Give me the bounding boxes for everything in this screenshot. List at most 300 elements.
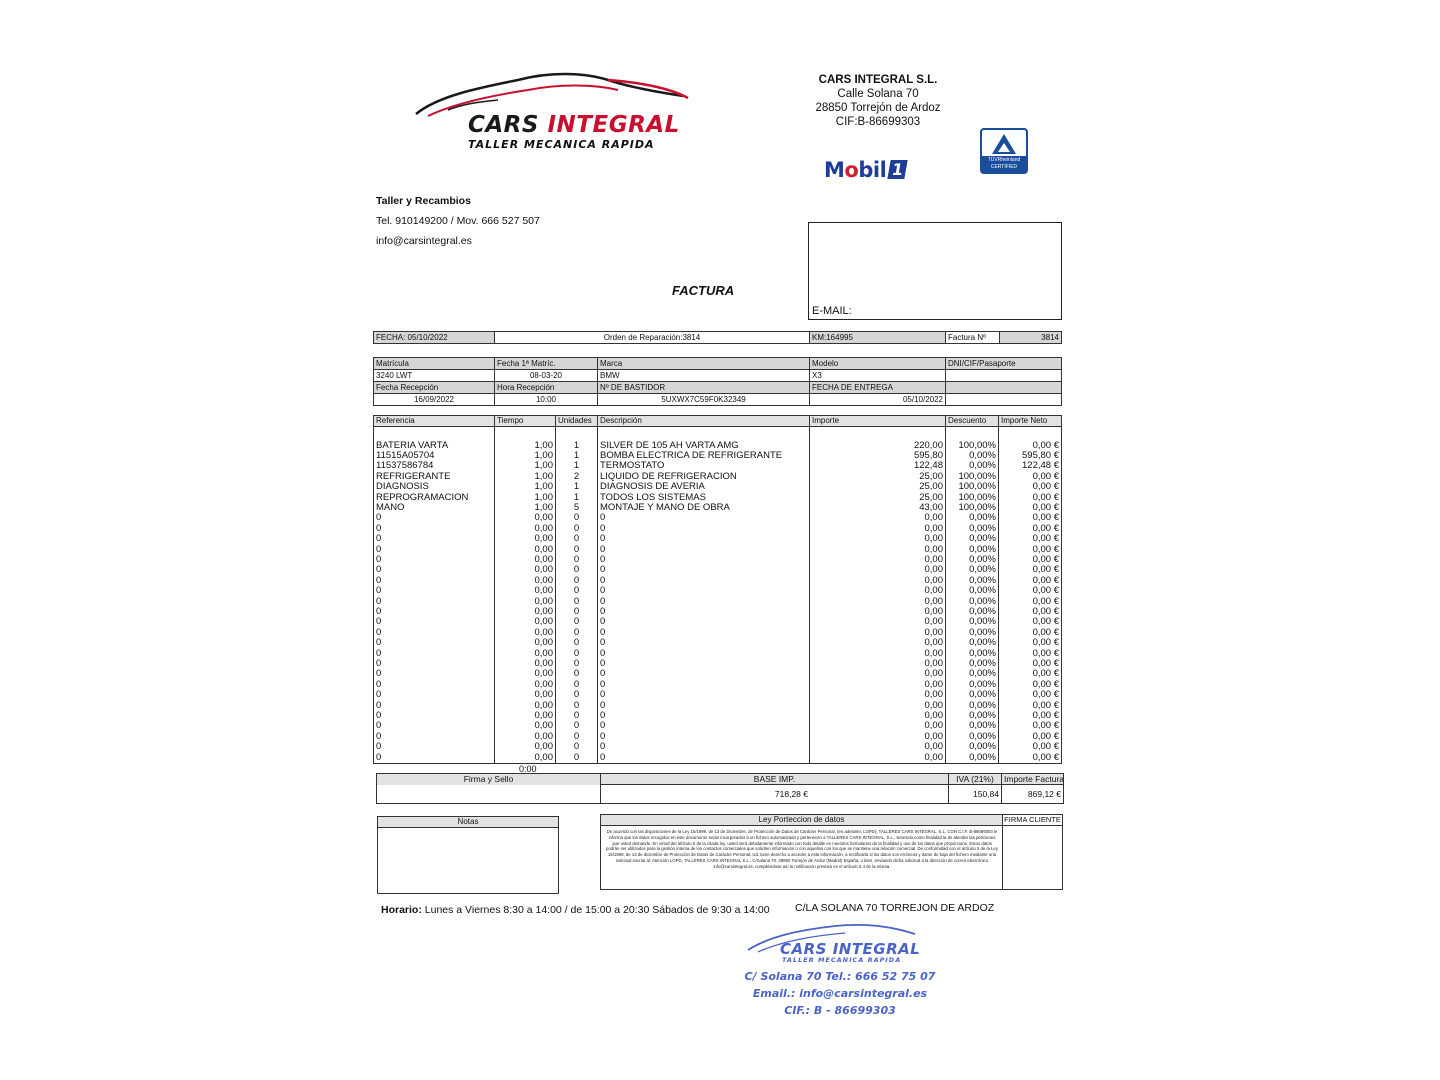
item-reference: MANO [374, 503, 495, 513]
item-description: 0 [598, 680, 810, 690]
table-row [374, 513, 1062, 523]
item-net: 0,00 € [999, 659, 1062, 669]
item-units: 0 [556, 680, 598, 690]
item-discount: 0,00% [946, 534, 999, 544]
invoice-number-label: Factura Nº [946, 332, 1000, 344]
item-net: 0,00 € [999, 721, 1062, 731]
vin-label: Nº DE BASTIDOR [598, 382, 810, 394]
item-time: 1,00 [495, 503, 556, 513]
item-discount: 100,00% [946, 482, 999, 492]
spacer-row [374, 427, 1062, 441]
item-reference: DIAGNOSIS [374, 482, 495, 492]
invoice-number: 3814 [1000, 332, 1062, 344]
invoice-total-value: 869,12 € [1002, 785, 1064, 804]
logo-title: CARS INTEGRAL [468, 112, 680, 138]
invoice-total-label: Importe Factura [1002, 774, 1064, 785]
item-amount: 0,00 [810, 711, 946, 721]
item-amount: 0,00 [810, 742, 946, 752]
item-reference: 0 [374, 669, 495, 679]
item-net: 0,00 € [999, 493, 1062, 503]
table-row [374, 472, 1062, 482]
item-units: 0 [556, 534, 598, 544]
table-row [374, 555, 1062, 565]
totals-table [376, 773, 1064, 804]
item-discount: 0,00% [946, 711, 999, 721]
workshop-contact [376, 191, 540, 251]
workshop-email: info@carsintegral.es [376, 235, 472, 247]
table-row [374, 732, 1062, 742]
item-time: 0,00 [495, 669, 556, 679]
notes-label: Notas [378, 817, 558, 828]
item-discount: 0,00% [946, 628, 999, 638]
item-units: 0 [556, 732, 598, 742]
item-net: 0,00 € [999, 628, 1062, 638]
item-amount: 0,00 [810, 721, 946, 731]
item-discount: 100,00% [946, 441, 999, 451]
item-reference: 0 [374, 701, 495, 711]
item-net: 0,00 € [999, 711, 1062, 721]
item-units: 0 [556, 690, 598, 700]
item-units: 0 [556, 659, 598, 669]
company-stamp [740, 918, 940, 1020]
item-reference: 0 [374, 545, 495, 555]
table-row [374, 534, 1062, 544]
item-discount: 0,00% [946, 721, 999, 731]
item-units: 0 [556, 628, 598, 638]
data-protection-text: De acuerdo con las disposiciones de la Ley 15/1999, de 13 de Diciembre, de Protección de Datos de Carácter Personal, (en adelante, LOPD), TALLERES CARS INTEGRAL, S.L. CON C.I.F. B-86699303 le informa que los datos recogidos en este documento serán incorporados a un fichero automatizado y pertenecen a TALLERES CARS INTEGRAL, S.L., teniendo como finalidad la de atender las peticiones que usted demande. En virtud del artículo 5 de la citada ley, usted será debidamente informado con todo detalle en nuestros formularios de la finalidad y uso de los datos que proporcione. Estos datos podrán ser utilizados para la gestión interna de los contactos comerciales que soliciten información o con aquellos con los que se mantiene una relación comercial. De conformidad con el artículo 5 de la Ley 15/1999, de 13 de diciembre de Protección de Datos de Carácter Personal, Ud. tiene derecho a acceder a esta información, a rectificarla si los datos son erróneos y darse de baja del fichero mediante una solicitud escrita al: Atención LOPD, TALLERES CARS INTEGRAL S.L., C/Solana 70, 28850 Torrejón de Ardoz (Madrid) España, o bien, enviando dicha solicitud a la dirección de correo electrónico info@carsintegral.es, cumpliéndose así la notificación prevista en el artículo 5.4 de la misma. [606, 829, 998, 869]
item-description: TODOS LOS SISTEMAS [598, 493, 810, 503]
table-row [374, 607, 1062, 617]
table-row [374, 680, 1062, 690]
tax-base-value: 718,28 € [601, 785, 949, 804]
item-units: 0 [556, 555, 598, 565]
table-row [374, 565, 1062, 575]
redacted-value [946, 394, 1062, 406]
item-discount: 0,00% [946, 555, 999, 565]
item-net: 0,00 € [999, 441, 1062, 451]
item-amount: 0,00 [810, 659, 946, 669]
opening-hours: Horario: Lunes a Viernes 8:30 a 14:00 / de 15:00 a 20:30 Sábados de 9:30 a 14:00 [381, 904, 770, 916]
item-description: 0 [598, 638, 810, 648]
item-units: 0 [556, 617, 598, 627]
item-description: 0 [598, 534, 810, 544]
table-row [374, 451, 1062, 461]
item-time: 1,00 [495, 451, 556, 461]
item-reference: REFRIGERANTE [374, 472, 495, 482]
table-row [374, 753, 1062, 764]
customer-email-label: E-MAIL: [812, 305, 852, 317]
item-amount: 0,00 [810, 680, 946, 690]
total-time: 0:00 [519, 764, 537, 774]
item-amount: 0,00 [810, 628, 946, 638]
item-amount: 0,00 [810, 565, 946, 575]
item-net: 0,00 € [999, 555, 1062, 565]
item-discount: 0,00% [946, 669, 999, 679]
table-row [374, 441, 1062, 451]
item-description: 0 [598, 753, 810, 764]
item-net: 0,00 € [999, 732, 1062, 742]
item-reference: 0 [374, 753, 495, 764]
item-description: 0 [598, 555, 810, 565]
item-reference: 0 [374, 690, 495, 700]
id-value [946, 370, 1062, 382]
stamp-address-phone: C/ Solana 70 Tel.: 666 52 75 07 [744, 970, 936, 983]
reception-time-value: 10:00 [495, 394, 598, 406]
item-reference: 0 [374, 565, 495, 575]
col-header-description: Descripción [598, 416, 810, 427]
item-description: MONTAJE Y MANO DE OBRA [598, 503, 810, 513]
item-time: 0,00 [495, 576, 556, 586]
item-discount: 0,00% [946, 680, 999, 690]
item-time: 1,00 [495, 493, 556, 503]
item-amount: 0,00 [810, 576, 946, 586]
model-label: Modelo [810, 358, 946, 370]
item-description: 0 [598, 690, 810, 700]
brand-label: Marca [598, 358, 810, 370]
notes-box [377, 816, 559, 894]
item-reference: 0 [374, 586, 495, 596]
repair-order: Orden de Reparación:3814 [495, 332, 810, 344]
item-discount: 0,00% [946, 586, 999, 596]
company-logo [408, 66, 693, 156]
item-discount: 0,00% [946, 638, 999, 648]
item-net: 0,00 € [999, 472, 1062, 482]
stamp-email: Email.: info@carsintegral.es [752, 987, 928, 1000]
item-net: 0,00 € [999, 690, 1062, 700]
table-row [374, 524, 1062, 534]
item-units: 0 [556, 638, 598, 648]
item-units: 5 [556, 503, 598, 513]
stamp-cif: CIF.: B - 86699303 [784, 1004, 896, 1017]
table-row [374, 461, 1062, 471]
item-time: 0,00 [495, 753, 556, 764]
item-description: 0 [598, 721, 810, 731]
item-net: 0,00 € [999, 669, 1062, 679]
signature-stamp-area [377, 785, 601, 804]
item-discount: 0,00% [946, 659, 999, 669]
item-discount: 0,00% [946, 753, 999, 764]
item-description: 0 [598, 617, 810, 627]
item-units: 0 [556, 753, 598, 764]
item-units: 0 [556, 742, 598, 752]
item-units: 1 [556, 493, 598, 503]
item-description: 0 [598, 701, 810, 711]
vin-value: 5UXWX7C59F0K32349 [598, 394, 810, 406]
table-row [374, 482, 1062, 492]
item-description: BOMBA ELECTRICA DE REFRIGERANTE [598, 451, 810, 461]
item-description: 0 [598, 659, 810, 669]
item-net: 0,00 € [999, 513, 1062, 523]
item-description: 0 [598, 597, 810, 607]
table-row [374, 617, 1062, 627]
reception-date-value: 16/09/2022 [374, 394, 495, 406]
table-row [374, 545, 1062, 555]
plate-value: 3240 LWT [374, 370, 495, 382]
item-net: 0,00 € [999, 524, 1062, 534]
item-units: 1 [556, 441, 598, 451]
item-discount: 0,00% [946, 742, 999, 752]
item-reference: 11515A05704 [374, 451, 495, 461]
item-reference: 0 [374, 721, 495, 731]
logo-subtitle: TALLER MECANICA RAPIDA [468, 138, 655, 151]
item-net: 0,00 € [999, 607, 1062, 617]
model-value: X3 [810, 370, 946, 382]
table-row [374, 649, 1062, 659]
item-units: 1 [556, 461, 598, 471]
brand-value: BMW [598, 370, 810, 382]
table-row [374, 597, 1062, 607]
item-amount: 0,00 [810, 649, 946, 659]
item-amount: 0,00 [810, 617, 946, 627]
item-time: 0,00 [495, 617, 556, 627]
item-units: 0 [556, 649, 598, 659]
item-discount: 0,00% [946, 576, 999, 586]
table-row [374, 721, 1062, 731]
item-reference: 0 [374, 597, 495, 607]
table-row [374, 628, 1062, 638]
item-reference: 0 [374, 659, 495, 669]
item-amount: 0,00 [810, 732, 946, 742]
item-units: 0 [556, 701, 598, 711]
item-reference: 0 [374, 649, 495, 659]
col-header-time: Tiempo [495, 416, 556, 427]
tax-base-label: BASE IMP. [601, 774, 949, 785]
item-reference: 0 [374, 732, 495, 742]
item-reference: 0 [374, 555, 495, 565]
item-time: 0,00 [495, 565, 556, 575]
item-time: 0,00 [495, 534, 556, 544]
item-amount: 220,00 [810, 441, 946, 451]
item-description: SILVER DE 105 AH VARTA AMG [598, 441, 810, 451]
item-units: 0 [556, 711, 598, 721]
company-name: CARS INTEGRAL S.L. [818, 74, 938, 86]
item-amount: 0,00 [810, 524, 946, 534]
item-amount: 43,00 [810, 503, 946, 513]
table-row [374, 659, 1062, 669]
table-row [374, 690, 1062, 700]
item-time: 0,00 [495, 649, 556, 659]
item-description: 0 [598, 524, 810, 534]
document-title: FACTURA [672, 283, 735, 298]
company-street: Calle Solana 70 [837, 88, 919, 100]
item-reference: 0 [374, 680, 495, 690]
item-net: 0,00 € [999, 586, 1062, 596]
item-amount: 122,48 [810, 461, 946, 471]
item-net: 0,00 € [999, 638, 1062, 648]
item-amount: 0,00 [810, 534, 946, 544]
item-time: 0,00 [495, 742, 556, 752]
item-units: 0 [556, 586, 598, 596]
id-label: DNI/CIF/Pasaporte [946, 358, 1062, 370]
first-registration-value: 08-03-20 [495, 370, 598, 382]
tuv-certification-badge: TÜVRheinland CERTIFIED [980, 128, 1028, 174]
item-discount: 0,00% [946, 690, 999, 700]
item-net: 0,00 € [999, 701, 1062, 711]
item-amount: 0,00 [810, 597, 946, 607]
item-description: 0 [598, 545, 810, 555]
table-row [374, 711, 1062, 721]
item-time: 0,00 [495, 690, 556, 700]
item-units: 0 [556, 597, 598, 607]
col-header-discount: Descuento [946, 416, 999, 427]
item-units: 0 [556, 565, 598, 575]
item-discount: 0,00% [946, 451, 999, 461]
item-reference: 0 [374, 534, 495, 544]
item-amount: 25,00 [810, 493, 946, 503]
col-header-units: Unidades [556, 416, 598, 427]
item-amount: 0,00 [810, 586, 946, 596]
item-discount: 0,00% [946, 732, 999, 742]
item-reference: 0 [374, 711, 495, 721]
item-discount: 100,00% [946, 472, 999, 482]
item-time: 0,00 [495, 732, 556, 742]
item-description: 0 [598, 513, 810, 523]
item-amount: 0,00 [810, 690, 946, 700]
item-time: 1,00 [495, 441, 556, 451]
table-row [374, 576, 1062, 586]
item-net: 595,80 € [999, 451, 1062, 461]
item-time: 0,00 [495, 638, 556, 648]
item-amount: 25,00 [810, 482, 946, 492]
item-units: 0 [556, 669, 598, 679]
first-registration-label: Fecha 1ª Matríc. [495, 358, 598, 370]
item-net: 0,00 € [999, 649, 1062, 659]
item-time: 0,00 [495, 545, 556, 555]
item-time: 0,00 [495, 597, 556, 607]
item-discount: 0,00% [946, 607, 999, 617]
item-description: 0 [598, 649, 810, 659]
company-city: 28850 Torrejón de Ardoz [815, 102, 941, 114]
item-description: 0 [598, 607, 810, 617]
item-discount: 0,00% [946, 701, 999, 711]
item-units: 1 [556, 451, 598, 461]
item-units: 0 [556, 545, 598, 555]
item-reference: 0 [374, 638, 495, 648]
item-reference: 0 [374, 628, 495, 638]
item-net: 0,00 € [999, 534, 1062, 544]
footer-address: C/LA SOLANA 70 TORREJON DE ARDOZ [795, 902, 995, 914]
reception-date-label: Fecha Recepción [374, 382, 495, 394]
invoice-header-table [373, 331, 1062, 344]
item-units: 0 [556, 576, 598, 586]
item-reference: 0 [374, 576, 495, 586]
invoice-date: FECHA: 05/10/2022 [374, 332, 495, 344]
item-time: 1,00 [495, 482, 556, 492]
item-discount: 0,00% [946, 545, 999, 555]
item-description: 0 [598, 565, 810, 575]
item-description: 0 [598, 628, 810, 638]
item-net: 0,00 € [999, 482, 1062, 492]
item-units: 2 [556, 472, 598, 482]
item-net: 0,00 € [999, 753, 1062, 764]
col-header-amount: Importe [810, 416, 946, 427]
item-reference: 0 [374, 742, 495, 752]
item-amount: 25,00 [810, 472, 946, 482]
invoice-items-table [373, 415, 1062, 764]
item-time: 0,00 [495, 701, 556, 711]
item-time: 0,00 [495, 513, 556, 523]
workshop-type: Taller y Recambios [376, 195, 471, 207]
item-reference: BATERIA VARTA [374, 441, 495, 451]
item-discount: 100,00% [946, 493, 999, 503]
table-row [374, 742, 1062, 752]
table-row [374, 669, 1062, 679]
item-time: 0,00 [495, 628, 556, 638]
item-reference: 0 [374, 524, 495, 534]
item-amount: 0,00 [810, 513, 946, 523]
item-description: 0 [598, 586, 810, 596]
company-address [790, 73, 966, 129]
table-row [374, 638, 1062, 648]
item-description: TERMOSTATO [598, 461, 810, 471]
item-time: 0,00 [495, 711, 556, 721]
item-time: 1,00 [495, 472, 556, 482]
item-reference: 11537586784 [374, 461, 495, 471]
item-amount: 0,00 [810, 638, 946, 648]
vehicle-info-table [373, 357, 1062, 406]
item-amount: 595,80 [810, 451, 946, 461]
item-description: 0 [598, 732, 810, 742]
delivery-date-label: FECHA DE ENTREGA [810, 382, 946, 394]
item-description: 0 [598, 669, 810, 679]
data-protection-box [600, 814, 1063, 890]
mobil1-logo: Mobil 1 [824, 158, 906, 182]
item-net: 0,00 € [999, 565, 1062, 575]
item-description: 0 [598, 742, 810, 752]
item-discount: 100,00% [946, 503, 999, 513]
plate-label: Matrícula [374, 358, 495, 370]
item-time: 0,00 [495, 524, 556, 534]
workshop-phones: Tel. 910149200 / Mov. 666 527 507 [376, 215, 540, 227]
item-description: 0 [598, 576, 810, 586]
vat-label: IVA (21%) [949, 774, 1002, 785]
item-time: 0,00 [495, 607, 556, 617]
customer-box [808, 222, 1062, 320]
item-net: 0,00 € [999, 597, 1062, 607]
item-amount: 0,00 [810, 669, 946, 679]
table-row [374, 503, 1062, 513]
item-discount: 0,00% [946, 565, 999, 575]
table-row [374, 701, 1062, 711]
item-discount: 0,00% [946, 649, 999, 659]
stamp-subtitle: TALLER MECANICA RAPIDA [782, 956, 902, 964]
item-description: DIAGNOSIS DE AVERIA [598, 482, 810, 492]
item-units: 1 [556, 482, 598, 492]
item-time: 0,00 [495, 586, 556, 596]
item-units: 0 [556, 721, 598, 731]
item-amount: 0,00 [810, 701, 946, 711]
table-row [374, 586, 1062, 596]
item-time: 0,00 [495, 659, 556, 669]
item-amount: 0,00 [810, 607, 946, 617]
item-amount: 0,00 [810, 555, 946, 565]
item-time: 0,00 [495, 680, 556, 690]
table-row [374, 493, 1062, 503]
item-discount: 0,00% [946, 524, 999, 534]
customer-signature-label: FIRMA CLIENTE [1004, 815, 1061, 824]
item-reference: 0 [374, 607, 495, 617]
item-amount: 0,00 [810, 545, 946, 555]
signature-stamp-label: Firma y Sello [377, 774, 601, 785]
item-discount: 0,00% [946, 513, 999, 523]
item-amount: 0,00 [810, 753, 946, 764]
item-discount: 0,00% [946, 461, 999, 471]
item-net: 0,00 € [999, 545, 1062, 555]
item-net: 0,00 € [999, 742, 1062, 752]
item-net: 122,48 € [999, 461, 1062, 471]
item-net: 0,00 € [999, 576, 1062, 586]
data-protection-title: Ley Porteccion de datos [601, 815, 1002, 826]
